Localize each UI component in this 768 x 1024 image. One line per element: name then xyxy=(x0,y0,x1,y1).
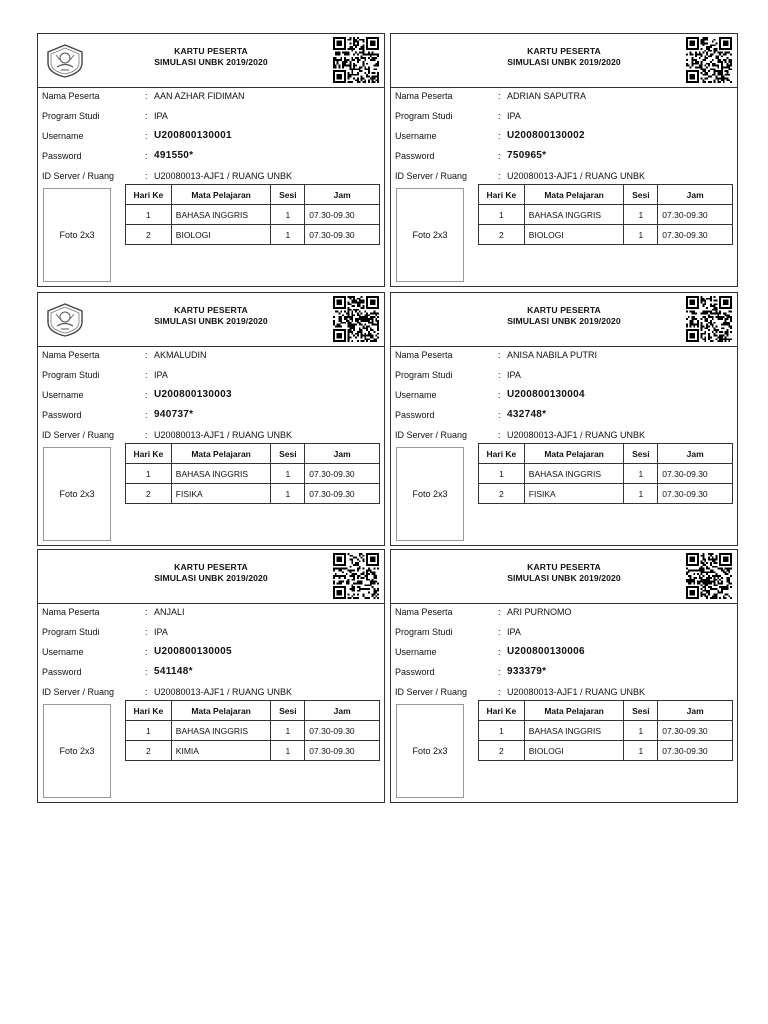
info-row-program xyxy=(395,365,735,385)
cell-jam: 07.30-09.30 xyxy=(305,484,380,504)
schedule-header-row xyxy=(126,185,380,205)
info-row-nama xyxy=(42,602,382,622)
cell-mapel: FISIKA xyxy=(524,484,624,504)
info-label: Program Studi xyxy=(42,627,100,637)
cell-hari: 1 xyxy=(479,205,525,225)
card-title-line2: SIMULASI UNBK 2019/2020 xyxy=(154,573,268,583)
header-mapel: Mata Pelajaran xyxy=(171,185,271,205)
info-label: ID Server / Ruang xyxy=(395,687,468,697)
info-label: ID Server / Ruang xyxy=(42,430,115,440)
schedule-row xyxy=(479,741,733,761)
schedule-row xyxy=(479,721,733,741)
header-jam: Jam xyxy=(658,701,733,721)
card-header xyxy=(391,550,737,604)
info-colon: : xyxy=(498,151,501,161)
participant-info xyxy=(395,345,735,445)
participant-name: AAN AZHAR FIDIMAN xyxy=(154,91,245,101)
header-sesi: Sesi xyxy=(271,444,305,464)
server-room-value: U20080013-AJF1 / RUANG UNBK xyxy=(507,687,646,697)
card-header xyxy=(38,550,384,604)
info-row-nama xyxy=(42,345,382,365)
card-title-line1: KARTU PESERTA xyxy=(527,562,601,572)
header-mapel: Mata Pelajaran xyxy=(171,444,271,464)
cell-mapel: BAHASA INGGRIS xyxy=(524,464,624,484)
schedule-row xyxy=(479,225,733,245)
info-row-program xyxy=(395,106,735,126)
info-label: Password xyxy=(395,151,435,161)
participant-card xyxy=(37,33,385,287)
card-title-line1: KARTU PESERTA xyxy=(174,562,248,572)
cell-hari: 1 xyxy=(126,721,172,741)
card-title-line2: SIMULASI UNBK 2019/2020 xyxy=(507,57,621,67)
cell-mapel: BAHASA INGGRIS xyxy=(171,205,271,225)
participant-info xyxy=(42,86,382,186)
info-label: Program Studi xyxy=(395,627,453,637)
server-room-value: U20080013-AJF1 / RUANG UNBK xyxy=(154,430,293,440)
program-studi: IPA xyxy=(507,627,521,637)
card-header xyxy=(38,293,384,347)
info-row-server xyxy=(395,166,735,186)
schedule-row xyxy=(126,721,380,741)
card-title-line2: SIMULASI UNBK 2019/2020 xyxy=(507,573,621,583)
header-hari: Hari Ke xyxy=(126,701,172,721)
cell-jam: 07.30-09.30 xyxy=(658,225,733,245)
info-colon: : xyxy=(498,627,501,637)
schedule-table xyxy=(478,184,733,245)
qr-code-icon xyxy=(686,553,732,599)
info-row-username xyxy=(395,126,735,146)
qr-code-icon xyxy=(333,553,379,599)
cell-hari: 2 xyxy=(126,484,172,504)
header-jam: Jam xyxy=(305,701,380,721)
cell-sesi: 1 xyxy=(624,225,658,245)
info-colon: : xyxy=(498,667,501,677)
schedule-row xyxy=(126,741,380,761)
cell-jam: 07.30-09.30 xyxy=(305,721,380,741)
info-row-server xyxy=(395,425,735,445)
cell-jam: 07.30-09.30 xyxy=(658,484,733,504)
info-label: Username xyxy=(395,647,437,657)
participant-info xyxy=(42,345,382,445)
username-value: U200800130001 xyxy=(154,130,232,141)
card-title-line1: KARTU PESERTA xyxy=(174,305,248,315)
schedule-row xyxy=(126,464,380,484)
cell-jam: 07.30-09.30 xyxy=(658,464,733,484)
info-label: Nama Peserta xyxy=(395,607,453,617)
cell-jam: 07.30-09.30 xyxy=(305,225,380,245)
card-title-line2: SIMULASI UNBK 2019/2020 xyxy=(154,316,268,326)
cell-hari: 1 xyxy=(126,464,172,484)
participant-card xyxy=(37,292,385,546)
participant-card xyxy=(390,33,738,287)
header-sesi: Sesi xyxy=(271,701,305,721)
cell-hari: 2 xyxy=(126,225,172,245)
info-colon: : xyxy=(145,430,148,440)
info-row-nama xyxy=(395,345,735,365)
qr-code-icon xyxy=(333,37,379,83)
qr-code-icon xyxy=(333,296,379,342)
participant-name: AKMALUDIN xyxy=(154,350,207,360)
username-value: U200800130005 xyxy=(154,646,232,657)
info-label: Password xyxy=(395,410,435,420)
info-row-server xyxy=(42,682,382,702)
header-jam: Jam xyxy=(305,185,380,205)
info-row-program xyxy=(42,365,382,385)
cell-sesi: 1 xyxy=(624,741,658,761)
info-label: Username xyxy=(395,131,437,141)
server-room-value: U20080013-AJF1 / RUANG UNBK xyxy=(507,171,646,181)
qr-code-icon xyxy=(686,37,732,83)
cell-mapel: BAHASA INGGRIS xyxy=(524,205,624,225)
photo-placeholder: Foto 2x3 xyxy=(396,188,464,282)
info-colon: : xyxy=(498,687,501,697)
participant-info xyxy=(42,602,382,702)
cell-jam: 07.30-09.30 xyxy=(305,741,380,761)
cell-hari: 1 xyxy=(126,205,172,225)
photo-placeholder: Foto 2x3 xyxy=(43,188,111,282)
card-header xyxy=(38,34,384,88)
participant-name: ANJALI xyxy=(154,607,185,617)
info-row-program xyxy=(395,622,735,642)
header-jam: Jam xyxy=(305,444,380,464)
schedule-row xyxy=(479,205,733,225)
info-row-server xyxy=(395,682,735,702)
participant-name: ADRIAN SAPUTRA xyxy=(507,91,587,101)
info-colon: : xyxy=(145,647,148,657)
info-colon: : xyxy=(145,410,148,420)
info-row-username xyxy=(42,642,382,662)
info-colon: : xyxy=(145,131,148,141)
header-mapel: Mata Pelajaran xyxy=(524,701,624,721)
qr-code-icon xyxy=(686,296,732,342)
header-mapel: Mata Pelajaran xyxy=(524,444,624,464)
cell-jam: 07.30-09.30 xyxy=(305,464,380,484)
info-colon: : xyxy=(498,430,501,440)
schedule-header-row xyxy=(479,701,733,721)
header-hari: Hari Ke xyxy=(126,444,172,464)
program-studi: IPA xyxy=(154,627,168,637)
cell-hari: 2 xyxy=(479,225,525,245)
info-row-server xyxy=(42,166,382,186)
info-label: Nama Peserta xyxy=(42,91,100,101)
info-row-username xyxy=(42,385,382,405)
info-row-username xyxy=(395,642,735,662)
schedule-row xyxy=(126,225,380,245)
info-colon: : xyxy=(498,647,501,657)
schedule-row xyxy=(126,484,380,504)
info-label: Program Studi xyxy=(42,370,100,380)
info-label: Password xyxy=(42,667,82,677)
info-colon: : xyxy=(498,607,501,617)
info-label: ID Server / Ruang xyxy=(395,430,468,440)
header-mapel: Mata Pelajaran xyxy=(171,701,271,721)
info-label: Program Studi xyxy=(42,111,100,121)
info-label: Nama Peserta xyxy=(395,91,453,101)
info-colon: : xyxy=(145,627,148,637)
program-studi: IPA xyxy=(154,370,168,380)
password-value: 750965* xyxy=(507,150,547,161)
password-value: 541148* xyxy=(154,666,193,677)
schedule-table xyxy=(478,443,733,504)
header-jam: Jam xyxy=(658,185,733,205)
info-colon: : xyxy=(498,171,501,181)
info-row-program xyxy=(42,622,382,642)
info-row-password xyxy=(42,146,382,166)
info-label: ID Server / Ruang xyxy=(42,687,115,697)
header-hari: Hari Ke xyxy=(479,444,525,464)
server-room-value: U20080013-AJF1 / RUANG UNBK xyxy=(154,687,293,697)
info-colon: : xyxy=(145,91,148,101)
cell-hari: 2 xyxy=(479,484,525,504)
cell-hari: 1 xyxy=(479,721,525,741)
participant-name: ANISA NABILA PUTRI xyxy=(507,350,598,360)
cell-mapel: KIMIA xyxy=(171,741,271,761)
card-header xyxy=(391,293,737,347)
program-studi: IPA xyxy=(507,111,521,121)
cell-mapel: BIOLOGI xyxy=(524,741,624,761)
info-row-username xyxy=(395,385,735,405)
cell-sesi: 1 xyxy=(271,464,305,484)
header-hari: Hari Ke xyxy=(126,185,172,205)
card-title-line1: KARTU PESERTA xyxy=(527,305,601,315)
password-value: 933379* xyxy=(507,666,547,677)
info-colon: : xyxy=(498,111,501,121)
schedule-header-row xyxy=(479,444,733,464)
header-hari: Hari Ke xyxy=(479,185,525,205)
info-label: Username xyxy=(42,390,84,400)
cell-sesi: 1 xyxy=(271,741,305,761)
username-value: U200800130004 xyxy=(507,389,585,400)
schedule-table xyxy=(478,700,733,761)
info-colon: : xyxy=(145,171,148,181)
header-hari: Hari Ke xyxy=(479,701,525,721)
schedule-table xyxy=(125,443,380,504)
header-sesi: Sesi xyxy=(624,444,658,464)
info-label: Program Studi xyxy=(395,111,453,121)
info-row-password xyxy=(395,405,735,425)
schedule-row xyxy=(479,484,733,504)
password-value: 940737* xyxy=(154,409,194,420)
participant-card xyxy=(390,549,738,803)
cell-sesi: 1 xyxy=(624,484,658,504)
photo-placeholder: Foto 2x3 xyxy=(396,447,464,541)
info-colon: : xyxy=(498,390,501,400)
card-title-line2: SIMULASI UNBK 2019/2020 xyxy=(154,57,268,67)
info-label: Password xyxy=(42,410,82,420)
cell-jam: 07.30-09.30 xyxy=(658,721,733,741)
header-jam: Jam xyxy=(658,444,733,464)
schedule-header-row xyxy=(126,701,380,721)
info-colon: : xyxy=(145,607,148,617)
participant-info xyxy=(395,602,735,702)
cell-sesi: 1 xyxy=(271,225,305,245)
info-row-nama xyxy=(395,602,735,622)
cell-sesi: 1 xyxy=(624,464,658,484)
card-title-line1: KARTU PESERTA xyxy=(174,46,248,56)
info-row-password xyxy=(42,405,382,425)
info-label: ID Server / Ruang xyxy=(42,171,115,181)
info-colon: : xyxy=(145,151,148,161)
cell-sesi: 1 xyxy=(624,205,658,225)
info-label: Username xyxy=(42,647,84,657)
username-value: U200800130002 xyxy=(507,130,585,141)
header-sesi: Sesi xyxy=(624,185,658,205)
cell-jam: 07.30-09.30 xyxy=(305,205,380,225)
participant-name: ARI PURNOMO xyxy=(507,607,572,617)
schedule-row xyxy=(126,205,380,225)
cell-mapel: BIOLOGI xyxy=(171,225,271,245)
info-colon: : xyxy=(145,370,148,380)
cell-hari: 2 xyxy=(126,741,172,761)
card-title-line2: SIMULASI UNBK 2019/2020 xyxy=(507,316,621,326)
info-colon: : xyxy=(498,370,501,380)
info-colon: : xyxy=(145,667,148,677)
card-header xyxy=(391,34,737,88)
schedule-row xyxy=(479,464,733,484)
info-colon: : xyxy=(145,350,148,360)
info-label: Nama Peserta xyxy=(395,350,453,360)
info-row-password xyxy=(395,146,735,166)
info-label: Username xyxy=(395,390,437,400)
server-room-value: U20080013-AJF1 / RUANG UNBK xyxy=(154,171,293,181)
info-colon: : xyxy=(145,390,148,400)
info-row-password xyxy=(42,662,382,682)
info-label: Nama Peserta xyxy=(42,350,100,360)
info-colon: : xyxy=(145,111,148,121)
cell-jam: 07.30-09.30 xyxy=(658,741,733,761)
program-studi: IPA xyxy=(507,370,521,380)
username-value: U200800130003 xyxy=(154,389,232,400)
header-sesi: Sesi xyxy=(624,701,658,721)
info-label: Nama Peserta xyxy=(42,607,100,617)
info-label: Password xyxy=(395,667,435,677)
cell-mapel: BAHASA INGGRIS xyxy=(171,721,271,741)
server-room-value: U20080013-AJF1 / RUANG UNBK xyxy=(507,430,646,440)
cell-mapel: BAHASA INGGRIS xyxy=(171,464,271,484)
photo-placeholder: Foto 2x3 xyxy=(43,447,111,541)
cell-jam: 07.30-09.30 xyxy=(658,205,733,225)
cell-mapel: BAHASA INGGRIS xyxy=(524,721,624,741)
cell-sesi: 1 xyxy=(271,721,305,741)
info-row-nama xyxy=(42,86,382,106)
schedule-table xyxy=(125,700,380,761)
info-row-program xyxy=(42,106,382,126)
info-row-nama xyxy=(395,86,735,106)
header-sesi: Sesi xyxy=(271,185,305,205)
info-row-password xyxy=(395,662,735,682)
info-row-username xyxy=(42,126,382,146)
info-colon: : xyxy=(498,410,501,420)
photo-placeholder: Foto 2x3 xyxy=(43,704,111,798)
schedule-header-row xyxy=(479,185,733,205)
info-label: ID Server / Ruang xyxy=(395,171,468,181)
info-colon: : xyxy=(498,131,501,141)
info-row-server xyxy=(42,425,382,445)
schedule-header-row xyxy=(126,444,380,464)
schedule-table xyxy=(125,184,380,245)
header-mapel: Mata Pelajaran xyxy=(524,185,624,205)
program-studi: IPA xyxy=(154,111,168,121)
info-label: Username xyxy=(42,131,84,141)
cell-sesi: 1 xyxy=(271,205,305,225)
password-value: 432748* xyxy=(507,409,547,420)
info-colon: : xyxy=(498,350,501,360)
info-label: Password xyxy=(42,151,82,161)
info-label: Program Studi xyxy=(395,370,453,380)
card-title-line1: KARTU PESERTA xyxy=(527,46,601,56)
photo-placeholder: Foto 2x3 xyxy=(396,704,464,798)
username-value: U200800130006 xyxy=(507,646,585,657)
password-value: 491550* xyxy=(154,150,194,161)
cell-mapel: FISIKA xyxy=(171,484,271,504)
cell-hari: 1 xyxy=(479,464,525,484)
cell-sesi: 1 xyxy=(624,721,658,741)
info-colon: : xyxy=(498,91,501,101)
participant-card xyxy=(390,292,738,546)
participant-info xyxy=(395,86,735,186)
cell-hari: 2 xyxy=(479,741,525,761)
info-colon: : xyxy=(145,687,148,697)
participant-card xyxy=(37,549,385,803)
cell-sesi: 1 xyxy=(271,484,305,504)
cell-mapel: BIOLOGI xyxy=(524,225,624,245)
